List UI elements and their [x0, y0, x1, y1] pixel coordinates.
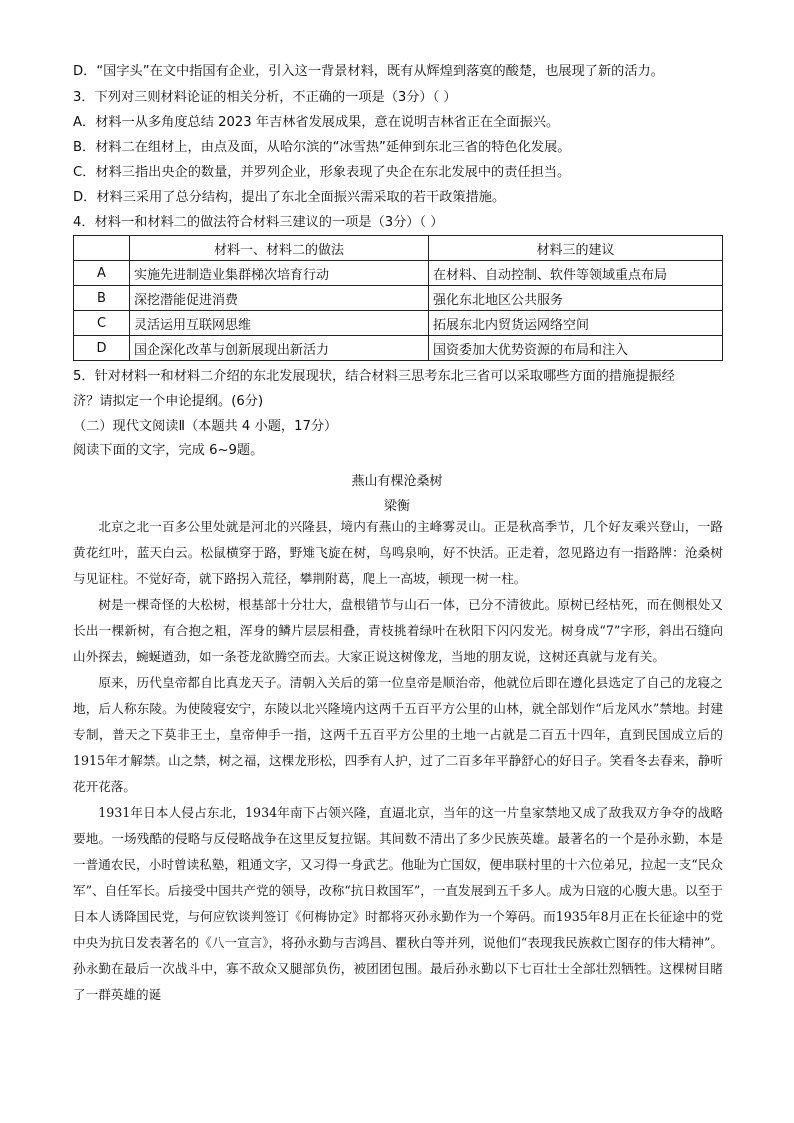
article-paragraph: 1931年日本人侵占东北，1934年南下占领兴隆，直逼北京，当年的这一片皇家禁地又成了敌我双方争夺的战略要地。一场残酷的侵略与反侵略战争在这里反复拉锯。其间数不清出了多少民族英雄。最著名的一个是孙永勤，本是一普通农民，小时曾读私塾，粗通文字，又习得一身武艺。他耻为亡国奴，便串联村里的十六位弟兄，拉起一支“民众军”、自任军长。后接受中国共产党的领导，改称“抗日救国军”，一直发展到五千多人。成为日寇的心腹大患。以至于日本人诱降国民党，与何应钦谈判签订《何梅协定》时都将灭孙永勤作为一个筹码。而1935年8月正在长征途中的党中央为抗日发表著名的《八一宣言》，将孙永勤与吉鸿昌、瞿秋白等并列，说他们“表现我民族救亡图存的伟大精神”。孙永勤在最后一次战斗中，寡不敌众又腿部负伤，被团团包围。最后孙永勤以下七百壮士全部壮烈牺牲。这棵树目睹了一群英雄的诞 — [73, 805, 723, 1002]
q5-line-2: 济？请拟定一个申论提纲。(6分) — [73, 394, 264, 409]
row-practice: 深挖潜能促进消费 — [130, 286, 429, 311]
table-row — [74, 286, 723, 311]
article-body — [73, 514, 723, 1008]
row-suggestion: 强化东北地区公共服务 — [429, 286, 723, 311]
q4-table-header — [74, 236, 723, 261]
q4-header-suggestion: 材料三的建议 — [429, 236, 723, 261]
q2-option-d: D．“国字头”在文中指国有企业，引入这一背景材料，既有从辉煌到落寞的酸楚，也展现了新的活力。 — [73, 64, 664, 79]
row-label: C — [74, 311, 130, 336]
q3-option-a: A．材料一从多角度总结 2023 年吉林省发展成果，意在说明吉林省正在全面振兴。 — [73, 115, 560, 130]
q4-table — [73, 235, 723, 361]
row-suggestion: 在材料、自动控制、软件等领域重点布局 — [429, 261, 723, 286]
q3-option-c: C．材料三指出央企的数量，并罗列企业，形象表现了央企在东北发展中的责任担当。 — [73, 165, 571, 180]
q4-stem: 4．材料一和材料二的做法符合材料三建议的一项是（3分）（ ） — [73, 215, 444, 230]
q3-option-b: B．材料二在组材上，由点及面，从哈尔滨的“冰雪热”延伸到东北三省的特色化发展。 — [73, 140, 571, 155]
table-row — [74, 261, 723, 286]
row-label: A — [74, 261, 130, 286]
q4-header-label — [74, 236, 130, 261]
row-suggestion: 国资委加大优势资源的布局和注入 — [429, 336, 723, 361]
section-instruction: 阅读下面的文字，完成 6~9题。 — [73, 443, 264, 458]
row-practice: 灵活运用互联网思维 — [130, 311, 429, 336]
article-paragraph: 原来，历代皇帝都自比真龙天子。清朝入关后的第一位皇帝是顺治帝，他就位后即在遵化县选定了自己的龙寝之地，后人称东陵。为使陵寝安宁，东陵以北兴隆境内这两千五百平方公里的山林，就全部划作“后龙风水”禁地。封建专制，普天之下莫非王土，皇帝伸手一指，这两千五百平方公里的土地一占就是二百五十四年，直到民国成立后的1915年才解禁。山之禁，树之福，这棵龙形松，四季有人护，过了二百多年平静舒心的好日子。笑看冬去春来，静听花开花落。 — [73, 675, 723, 794]
row-label: D — [74, 336, 130, 361]
section-heading: （二）现代文阅读Ⅱ（本题共 4 小题，17分） — [73, 419, 338, 434]
row-practice: 国企深化改革与创新展现出新活力 — [130, 336, 429, 361]
table-row — [74, 311, 723, 336]
row-practice: 实施先进制造业集群梯次培育行动 — [130, 261, 429, 286]
q5-line-1: 5．针对材料一和材料二介绍的东北发展现状，结合材料三思考东北三省可以采取哪些方面的措施提振经 — [73, 369, 675, 384]
article-paragraph: 北京之北一百多公里处就是河北的兴隆县，境内有燕山的主峰雾灵山。正是秋高季节，几个好友乘兴登山，一路黄花红叶，蓝天白云。松鼠横穿于路，野雉飞旋在树，鸟鸣泉响，好不快活。正走着，忽见路边有一指路牌：沧桑树与见证柱。不觉好奇，就下路拐入荒径，攀荆附葛，爬上一高坡，顿现一树一柱。 — [73, 519, 723, 586]
article-title: 燕山有棵沧桑树 — [351, 474, 443, 489]
row-suggestion: 拓展东北内贸货运网络空间 — [429, 311, 723, 336]
row-label: B — [74, 286, 130, 311]
article-author: 梁衡 — [383, 499, 410, 514]
q4-header-practice: 材料一、材料二的做法 — [130, 236, 429, 261]
article-paragraph: 树是一棵奇怪的大松树，根基部十分壮大，盘根错节与山石一体，已分不清彼此。原树已经枯死，而在侧根处又长出一棵新树，有合抱之粗，浑身的鳞片层层相叠，青枝挑着绿叶在秋阳下闪闪发光。树身成“7”字形，斜出石缝向山外探去，蜿蜒遒劲，如一条苍龙欲腾空而去。大家正说这树像龙，当地的朋友说，这树还真就与龙有关。 — [73, 597, 723, 664]
q3-option-d: D．材料三采用了总分结构，提出了东北全面振兴需采取的若干政策措施。 — [73, 190, 506, 205]
table-row — [74, 336, 723, 361]
q3-stem: 3．下列对三则材料论证的相关分析，不正确的一项是（3分）（ ） — [73, 90, 457, 105]
